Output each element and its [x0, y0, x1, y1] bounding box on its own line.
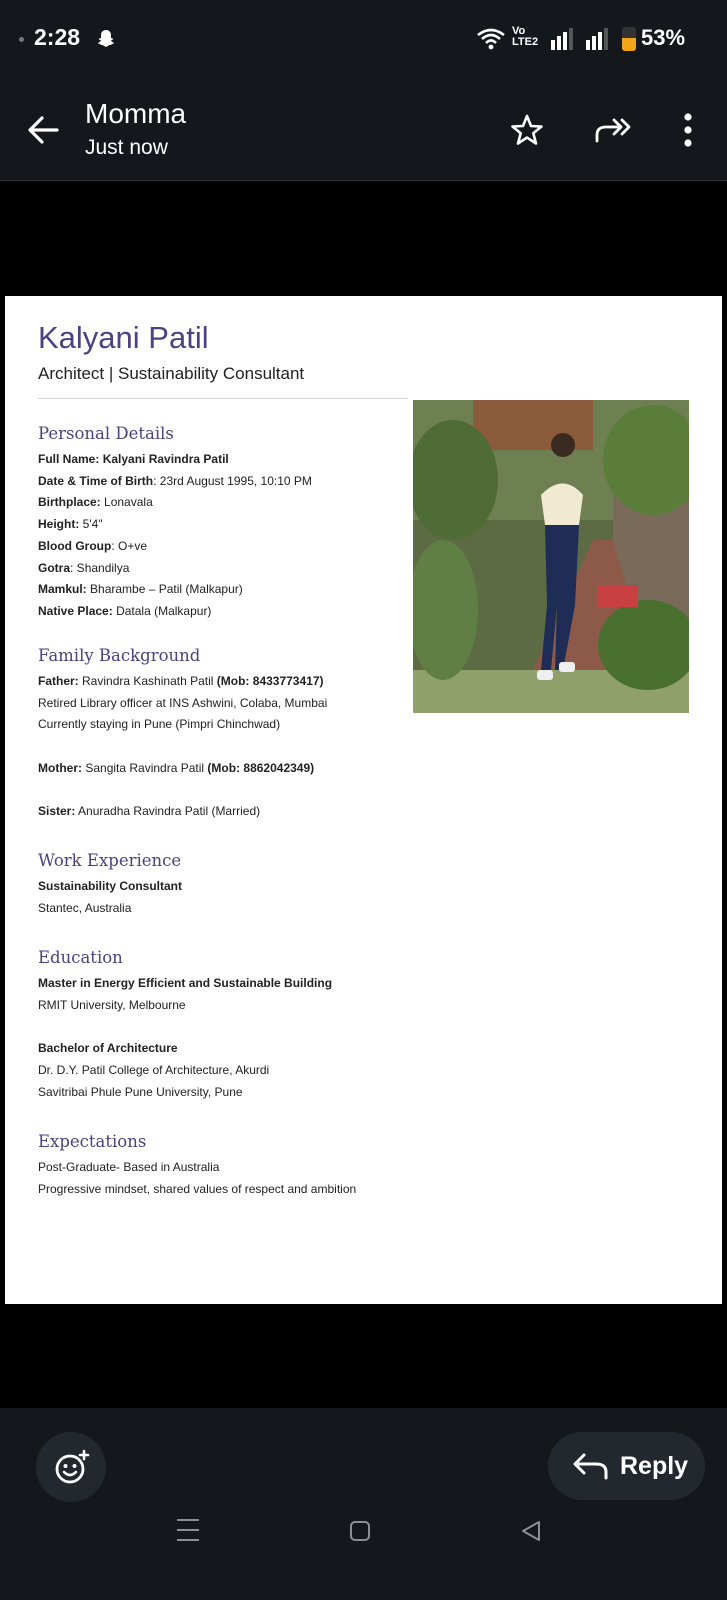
section-title-work: Work Experience — [38, 851, 182, 870]
school-bachelors: Dr. D.Y. Patil College of Architecture, Akurdi — [38, 1062, 270, 1077]
school-masters: RMIT University, Melbourne — [38, 997, 186, 1012]
degree-masters: Master in Energy Efficient and Sustainable Building — [38, 976, 333, 990]
family-background-section — [38, 646, 327, 823]
reply-label: Reply — [620, 1452, 689, 1480]
nav-back-icon[interactable] — [520, 1520, 542, 1542]
detail-row — [38, 536, 312, 558]
forward-all-icon[interactable] — [594, 113, 632, 147]
section-title-family: Family Background — [38, 646, 201, 665]
bottom-bar — [0, 1408, 727, 1600]
status-bar — [0, 0, 727, 80]
detail-label: Gotra — [38, 560, 71, 575]
lte-label: LTE2 — [512, 36, 539, 48]
expectations-section — [38, 1132, 356, 1200]
battery-icon — [622, 27, 636, 51]
profile-photo — [413, 400, 689, 713]
recent-apps-icon[interactable] — [176, 1518, 200, 1542]
volte-indicator — [512, 26, 538, 48]
work-company: Stantec, Australia — [38, 900, 132, 915]
detail-row — [38, 514, 312, 536]
sender-name: Momma — [85, 98, 187, 129]
father-residence: Currently staying in Pune (Pimpri Chinchwad) — [38, 717, 281, 732]
back-arrow-icon[interactable] — [26, 113, 60, 147]
sister-line — [38, 801, 327, 823]
battery-percent: 53% — [641, 25, 686, 50]
add-reaction-button[interactable] — [36, 1432, 106, 1502]
snapchat-icon — [96, 29, 116, 49]
home-icon[interactable] — [349, 1520, 371, 1542]
app-bar — [0, 80, 727, 181]
detail-row — [38, 558, 312, 580]
volte-label: Vo — [512, 25, 526, 37]
father-name: Ravindra Kashinath Patil — [82, 674, 214, 688]
wifi-icon — [476, 27, 506, 51]
detail-value: Lonavala — [104, 495, 153, 510]
detail-label: Mamkul: — [38, 582, 87, 597]
detail-label: Native Place: — [38, 603, 113, 618]
education-section — [38, 948, 332, 1103]
expectation-line: Post-Graduate- Based in Australia — [38, 1160, 220, 1174]
mother-label: Mother: — [38, 760, 82, 775]
star-icon[interactable] — [510, 113, 544, 147]
detail-value: : 23rd August 1995, 10:10 PM — [153, 473, 312, 488]
status-time: 2:28 — [34, 24, 81, 50]
detail-value: : Shandilya — [70, 560, 130, 575]
section-title-education: Education — [38, 948, 123, 967]
university-bachelors: Savitribai Phule Pune University, Pune — [38, 1084, 243, 1099]
message-time: Just now — [85, 136, 168, 159]
detail-value: Bharambe – Patil (Malkapur) — [90, 582, 243, 597]
personal-details-section — [38, 424, 312, 623]
father-mobile: (Mob: 8433773417) — [216, 674, 324, 688]
detail-value: 5'4" — [82, 517, 103, 532]
detail-row — [38, 579, 312, 601]
detail-row — [38, 449, 312, 471]
signal-icon-sim2 — [586, 28, 610, 50]
mother-name: Sangita Ravindra Patil — [85, 760, 205, 775]
detail-label: Full Name: — [38, 452, 100, 466]
detail-row — [38, 471, 312, 493]
profile-role: Architect | Sustainability Consultant — [38, 364, 305, 383]
detail-label: Blood Group — [38, 538, 112, 553]
notification-dot — [19, 37, 24, 42]
expectation-line: Progressive mindset, shared values of respect and ambition — [38, 1181, 357, 1196]
section-title-personal: Personal Details — [38, 424, 174, 443]
detail-value: Kalyani Ravindra Patil — [102, 452, 229, 466]
detail-label: Date & Time of Birth — [38, 473, 154, 488]
mother-line — [38, 758, 327, 780]
work-experience-section — [38, 851, 182, 919]
reply-button[interactable] — [548, 1432, 705, 1500]
reply-icon — [572, 1452, 608, 1480]
detail-label: Height: — [38, 517, 80, 532]
biodata-image[interactable] — [5, 296, 722, 1304]
father-label: Father: — [38, 674, 79, 688]
father-line — [38, 671, 327, 693]
mother-mobile: (Mob: 8862042349) — [207, 760, 315, 775]
emoji-add-icon — [53, 1449, 91, 1487]
more-options-icon[interactable] — [676, 110, 700, 150]
detail-row — [38, 601, 312, 623]
sister-label: Sister: — [38, 804, 76, 819]
detail-value: Datala (Malkapur) — [116, 603, 212, 618]
signal-icon — [551, 28, 575, 50]
profile-name: Kalyani Patil — [38, 320, 209, 355]
degree-bachelors: Bachelor of Architecture — [38, 1041, 178, 1056]
divider — [38, 398, 408, 399]
sister-name: Anuradha Ravindra Patil (Married) — [78, 804, 261, 819]
battery-fill — [622, 38, 636, 51]
detail-value: : O+ve — [111, 538, 148, 553]
detail-label: Birthplace: — [38, 495, 101, 510]
detail-row — [38, 492, 312, 514]
section-title-expectations: Expectations — [38, 1132, 147, 1151]
work-role: Sustainability Consultant — [38, 879, 183, 893]
father-occupation: Retired Library officer at INS Ashwini, Colaba, Mumbai — [38, 695, 328, 710]
